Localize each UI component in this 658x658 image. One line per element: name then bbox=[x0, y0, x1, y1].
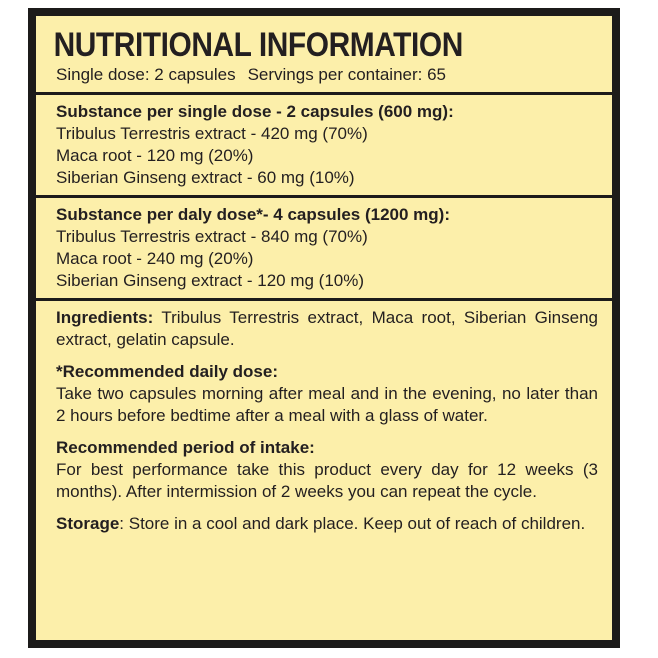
daily-dose-heading: Substance per daly dose*- 4 capsules (1200 mg): bbox=[56, 205, 450, 224]
divider bbox=[36, 298, 612, 301]
daily-dose-row: Maca root - 240 mg (20%) bbox=[56, 249, 254, 268]
daily-dose-row: Siberian Ginseng extract - 120 mg (10%) bbox=[56, 271, 365, 290]
storage-label: Storage bbox=[56, 514, 120, 533]
recommended-dose-heading: *Recommended daily dose: bbox=[56, 362, 279, 381]
recommended-dose-text: Take two capsules morning after meal and in the evening, no later than 2 hours before bedtime after a meal with a glass of water. bbox=[56, 384, 598, 425]
divider bbox=[36, 92, 612, 95]
single-dose-section bbox=[36, 101, 612, 189]
servings-text: Servings per container: 65 bbox=[247, 65, 447, 84]
single-dose-text: Single dose: 2 capsules bbox=[56, 65, 236, 84]
label-title: NUTRITIONAL INFORMATION bbox=[53, 26, 463, 64]
single-dose-row: Siberian Ginseng extract - 60 mg (10%) bbox=[56, 168, 355, 187]
dose-info-line bbox=[36, 64, 612, 86]
recommended-dose-section bbox=[36, 361, 612, 427]
storage-line bbox=[36, 513, 612, 535]
ingredients-text: Tribulus Terrestris extract, Maca root, Siberian Ginseng extract, gelatin capsule. bbox=[56, 308, 598, 349]
ingredients-label: Ingredients: bbox=[56, 308, 154, 327]
ingredients-paragraph bbox=[36, 307, 612, 351]
single-dose-row: Tribulus Terrestris extract - 420 mg (70%) bbox=[56, 124, 368, 143]
storage-text: : Store in a cool and dark place. Keep out of reach of children. bbox=[119, 514, 586, 533]
period-text: For best performance take this product every day for 12 weeks (3 months). After intermission of 2 weeks you can repeat the cycle. bbox=[56, 460, 598, 501]
daily-dose-row: Tribulus Terrestris extract - 840 mg (70%) bbox=[56, 227, 368, 246]
period-heading: Recommended period of intake: bbox=[56, 438, 315, 457]
period-section bbox=[36, 437, 612, 503]
daily-dose-section bbox=[36, 204, 612, 292]
single-dose-row: Maca root - 120 mg (20%) bbox=[56, 146, 254, 165]
single-dose-heading: Substance per single dose - 2 capsules (600 mg): bbox=[56, 102, 454, 121]
nutrition-label bbox=[28, 8, 620, 648]
divider bbox=[36, 195, 612, 198]
